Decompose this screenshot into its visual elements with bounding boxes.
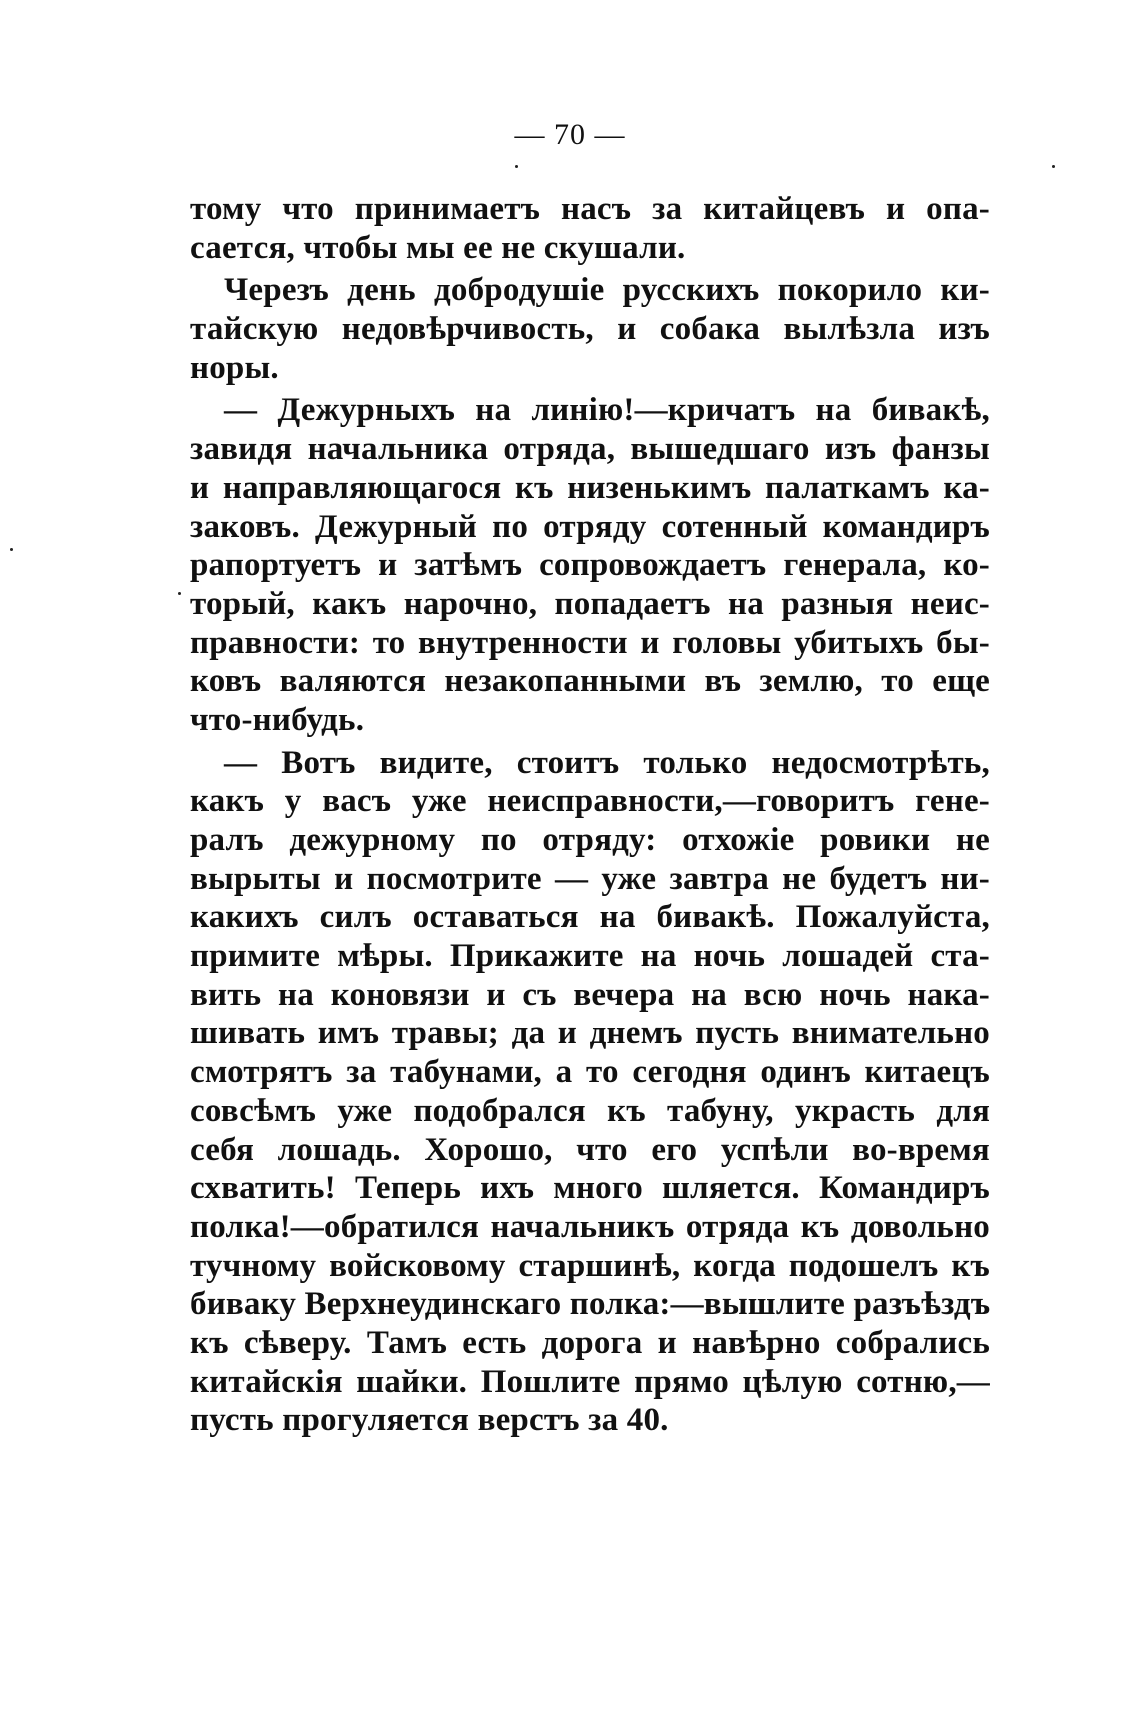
- text-line: заковъ. Дежурный по отряду сотенный командиръ: [190, 508, 990, 545]
- text-line: правности: то внутренности и головы убитыхъ бы-: [190, 624, 990, 661]
- text-line: рапортуетъ и затѣмъ сопровождаетъ генерала, ко-: [190, 547, 990, 584]
- text-line: норы.: [190, 349, 279, 386]
- text-line: торый, какъ нарочно, попадаетъ на разныя неис-: [190, 585, 990, 622]
- text-line: биваку Верхнеудинскаго полка:—вышлите разъѣздъ: [190, 1286, 991, 1323]
- text-line: примите мѣры. Прикажите на ночь лошадей ста-: [190, 938, 990, 975]
- scan-speck: [178, 592, 181, 595]
- page-number: — 70 —: [514, 118, 626, 151]
- text-line: смотрятъ за табунами, а то сегодня одинъ китаецъ: [190, 1054, 990, 1091]
- body-text: [190, 190, 990, 1440]
- text-line: вить на коновязи и съ вечера на всю ночь нака-: [190, 976, 990, 1013]
- text-line: къ сѣверу. Тамъ есть дорога и навѣрно собрались: [190, 1324, 990, 1361]
- text-line: — Дежурныхъ на линію!—кричатъ на бивакѣ,: [224, 392, 990, 429]
- text-line: какихъ силъ оставаться на бивакѣ. Пожалуйста,: [190, 899, 990, 936]
- text-line: какъ у васъ уже неисправности,—говоритъ гене-: [190, 783, 990, 820]
- text-line: и направляющагося къ низенькимъ палаткамъ ка-: [190, 469, 990, 506]
- text-line: — Вотъ видите, стоитъ только недосмотрѣть,: [224, 744, 990, 781]
- scan-speck: [515, 165, 518, 168]
- text-line: пусть прогуляется верстъ за 40.: [190, 1402, 669, 1439]
- text-line: схватить! Теперь ихъ много шляется. Командиръ: [190, 1170, 990, 1207]
- text-line: вырыты и посмотрите — уже завтра не будетъ ни-: [190, 860, 990, 897]
- text-line: полка!—обратился начальникъ отряда къ довольно: [190, 1208, 990, 1245]
- text-line: себя лошадь. Хорошо, что его успѣли во-время: [190, 1131, 990, 1168]
- scan-speck: [10, 548, 13, 551]
- text-line: совсѣмъ уже подобрался къ табуну, украсть для: [190, 1092, 990, 1129]
- text-line: шивать имъ травы; да и днемъ пусть внимательно: [190, 1015, 990, 1052]
- text-line: что-нибудь.: [190, 701, 365, 738]
- text-line: тучному войсковому старшинѣ, когда подошелъ къ: [190, 1247, 990, 1284]
- text-line: Черезъ день добродушіе русскихъ покорило ки-: [224, 272, 990, 309]
- text-line: тайскую недовѣрчивость, и собака вылѣзла изъ: [190, 311, 990, 348]
- text-line: завидя начальника отряда, вышедшаго изъ фанзы: [190, 431, 990, 468]
- text-line: китайскія шайки. Пошлите прямо цѣлую сотню,—: [190, 1363, 990, 1400]
- text-line: тому что принимаетъ насъ за китайцевъ и опа-: [190, 191, 990, 227]
- scan-speck: [1052, 165, 1055, 168]
- text-line: ралъ дежурному по отряду: отхожіе ровики не: [190, 822, 990, 858]
- text-line: сается, чтобы мы ее не скушали.: [190, 229, 686, 266]
- text-line: ковъ валяются незакопанными въ землю, то еще: [190, 663, 990, 700]
